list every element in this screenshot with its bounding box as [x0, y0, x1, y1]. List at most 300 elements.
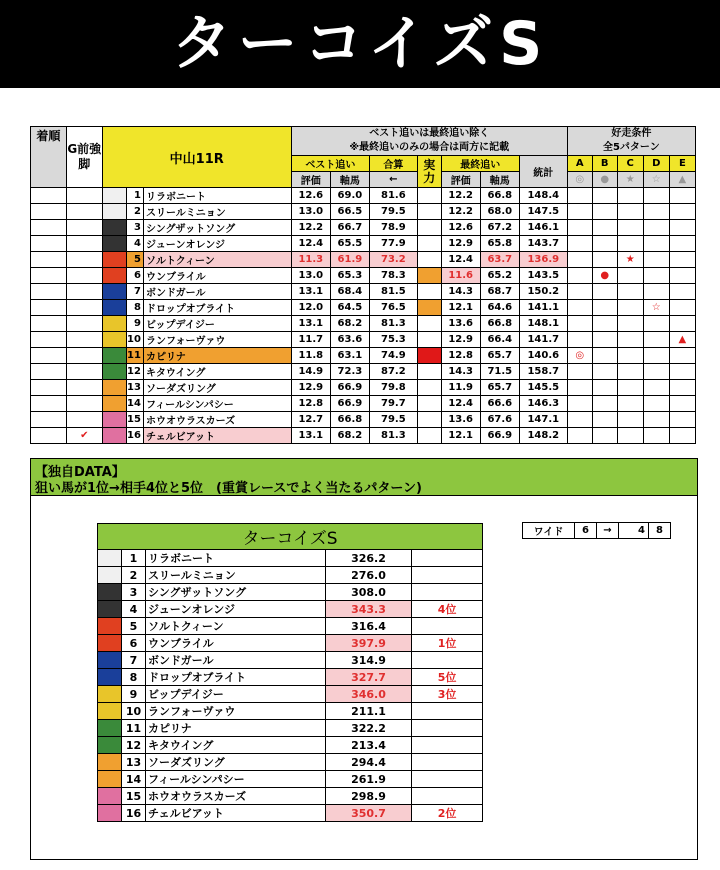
horse-name: ドロップオブライト — [146, 669, 326, 686]
strong-finish-mark — [66, 284, 102, 300]
pattern-d-mark — [643, 220, 669, 236]
gassan-value: 79.8 — [369, 380, 417, 396]
score-row — [98, 567, 483, 584]
pattern-e-mark — [669, 252, 695, 268]
race-row — [31, 364, 696, 380]
final-jikuba: 65.7 — [480, 348, 519, 364]
final-hyoka: 14.3 — [441, 284, 480, 300]
pattern-d-mark — [643, 364, 669, 380]
pattern-d-mark — [643, 188, 669, 204]
pattern-e-mark — [669, 380, 695, 396]
score-value: 308.0 — [326, 584, 412, 601]
pattern-d: D — [643, 156, 669, 172]
pattern-e-mark — [669, 428, 695, 444]
rank-label: 3位 — [412, 686, 483, 703]
pattern-a-mark — [567, 332, 592, 348]
strong-finish-mark — [66, 364, 102, 380]
final-hyoka: 13.6 — [441, 316, 480, 332]
score-value: 294.4 — [326, 754, 412, 771]
pattern-c-mark — [617, 380, 643, 396]
score-value: 298.9 — [326, 788, 412, 805]
frame-color — [98, 601, 122, 618]
toukei-value: 145.5 — [519, 380, 567, 396]
pattern-c-mark — [617, 316, 643, 332]
horse-number: 10 — [122, 703, 146, 720]
rank-label — [412, 567, 483, 584]
pattern-a-mark — [567, 220, 592, 236]
pattern-c-mark — [617, 204, 643, 220]
frame-color — [102, 300, 126, 316]
toukei-value: 158.7 — [519, 364, 567, 380]
final-hyoka: 12.8 — [441, 348, 480, 364]
horse-number: 13 — [122, 754, 146, 771]
final-jikuba: 68.0 — [480, 204, 519, 220]
jitsuryoku-cell — [417, 300, 441, 316]
gassan-value: 81.3 — [369, 428, 417, 444]
strong-finish-mark — [66, 396, 102, 412]
score-value: 326.2 — [326, 550, 412, 567]
result-cell — [31, 332, 67, 348]
horse-name: チェルビアット — [143, 428, 291, 444]
pattern-e-mark — [669, 316, 695, 332]
best-hyoka: 11.3 — [291, 252, 330, 268]
best-jikuba: 68.2 — [330, 428, 369, 444]
best-hyoka: 12.4 — [291, 236, 330, 252]
rank-label — [412, 618, 483, 635]
pattern-e-mark — [669, 364, 695, 380]
wide-axis: 6 — [575, 523, 597, 539]
frame-color — [98, 635, 122, 652]
score-value: 211.1 — [326, 703, 412, 720]
gassan-value: 87.2 — [369, 364, 417, 380]
pattern-c-symbol: ★ — [617, 172, 643, 188]
frame-color — [102, 332, 126, 348]
toukei-value: 141.1 — [519, 300, 567, 316]
frame-color — [98, 567, 122, 584]
race-row — [31, 300, 696, 316]
final-jikuba: 65.7 — [480, 380, 519, 396]
horse-number: 9 — [122, 686, 146, 703]
best-hyoka: 12.0 — [291, 300, 330, 316]
jitsuryoku-cell — [417, 204, 441, 220]
pattern-b-mark — [592, 412, 617, 428]
pattern-e-mark: ▲ — [669, 332, 695, 348]
horse-number: 5 — [126, 252, 143, 268]
frame-color — [102, 412, 126, 428]
rank-label — [412, 771, 483, 788]
pattern-c-mark — [617, 396, 643, 412]
header-g-zenkyo: G前強脚 — [66, 127, 102, 188]
pattern-e-mark — [669, 300, 695, 316]
horse-number: 2 — [126, 204, 143, 220]
best-jikuba: 66.5 — [330, 204, 369, 220]
pattern-b-symbol: ● — [592, 172, 617, 188]
final-hyoka: 12.1 — [441, 300, 480, 316]
pattern-b-mark — [592, 188, 617, 204]
jitsuryoku-cell — [417, 364, 441, 380]
jitsuryoku-cell — [417, 236, 441, 252]
gassan-value: 81.6 — [369, 188, 417, 204]
final-jikuba: 63.7 — [480, 252, 519, 268]
score-row — [98, 669, 483, 686]
jitsuryoku-cell — [417, 220, 441, 236]
gassan-value: 77.9 — [369, 236, 417, 252]
best-jikuba: 66.9 — [330, 396, 369, 412]
pattern-d-mark — [643, 284, 669, 300]
header-toukei: 統計 — [519, 156, 567, 188]
race-row — [31, 284, 696, 300]
best-jikuba: 68.4 — [330, 284, 369, 300]
frame-color — [102, 316, 126, 332]
header-hyoka: 評価 — [291, 172, 330, 188]
best-jikuba: 64.5 — [330, 300, 369, 316]
gassan-value: 79.7 — [369, 396, 417, 412]
horse-number: 16 — [122, 805, 146, 822]
race-row — [31, 428, 696, 444]
horse-number: 4 — [122, 601, 146, 618]
note-line-1: ベスト追いは最終追い除く — [369, 128, 490, 139]
horse-number: 2 — [122, 567, 146, 584]
score-row — [98, 771, 483, 788]
pattern-d-mark — [643, 316, 669, 332]
pattern-b-mark: ● — [592, 268, 617, 284]
score-row — [98, 686, 483, 703]
score-value: 397.9 — [326, 635, 412, 652]
rank-label: 5位 — [412, 669, 483, 686]
horse-name: フィールシンパシー — [143, 396, 291, 412]
horse-name: ソーダズリング — [143, 380, 291, 396]
wide-arrow: → — [597, 523, 619, 539]
rank-label: 1位 — [412, 635, 483, 652]
frame-color — [98, 669, 122, 686]
score-value: 261.9 — [326, 771, 412, 788]
score-value: 322.2 — [326, 720, 412, 737]
frame-color — [98, 652, 122, 669]
best-hyoka: 12.8 — [291, 396, 330, 412]
horse-number: 15 — [126, 412, 143, 428]
pattern-a-mark: ◎ — [567, 348, 592, 364]
strong-finish-mark — [66, 204, 102, 220]
pattern-c-mark: ★ — [617, 252, 643, 268]
score-row — [98, 805, 483, 822]
frame-color — [102, 348, 126, 364]
pattern-c-mark — [617, 300, 643, 316]
best-jikuba: 66.9 — [330, 380, 369, 396]
condition-line-1: 好走条件 — [611, 128, 652, 139]
horse-number: 12 — [122, 737, 146, 754]
horse-name: ソーダズリング — [146, 754, 326, 771]
final-hyoka: 12.9 — [441, 236, 480, 252]
wide-partner-1: 4 — [619, 523, 649, 539]
strong-finish-mark — [66, 236, 102, 252]
result-cell — [31, 428, 67, 444]
horse-name: ソルトクィーン — [143, 252, 291, 268]
frame-color — [98, 788, 122, 805]
final-hyoka: 12.1 — [441, 428, 480, 444]
toukei-value: 143.5 — [519, 268, 567, 284]
pattern-a-mark — [567, 204, 592, 220]
score-row — [98, 635, 483, 652]
toukei-value: 141.7 — [519, 332, 567, 348]
score-row — [98, 618, 483, 635]
pattern-e-mark — [669, 204, 695, 220]
frame-color — [102, 268, 126, 284]
score-row — [98, 652, 483, 669]
pattern-d-mark — [643, 268, 669, 284]
score-value: 327.7 — [326, 669, 412, 686]
toukei-value: 148.4 — [519, 188, 567, 204]
horse-name: ジューンオレンジ — [146, 601, 326, 618]
pattern-e-mark — [669, 268, 695, 284]
best-jikuba: 72.3 — [330, 364, 369, 380]
pattern-e-mark — [669, 412, 695, 428]
horse-name: ビップデイジー — [146, 686, 326, 703]
pattern-c-mark — [617, 284, 643, 300]
score-row — [98, 754, 483, 771]
rank-label — [412, 703, 483, 720]
strong-finish-mark — [66, 316, 102, 332]
pattern-b-mark — [592, 300, 617, 316]
wide-bet-box — [522, 522, 671, 539]
horse-number: 12 — [126, 364, 143, 380]
gassan-value: 78.3 — [369, 268, 417, 284]
score-row — [98, 584, 483, 601]
horse-number: 1 — [122, 550, 146, 567]
horse-name: フィールシンパシー — [146, 771, 326, 788]
horse-number: 5 — [122, 618, 146, 635]
gassan-value: 73.2 — [369, 252, 417, 268]
final-hyoka: 14.3 — [441, 364, 480, 380]
frame-color — [102, 364, 126, 380]
wide-partner-2: 8 — [649, 523, 671, 539]
rank-label: 2位 — [412, 805, 483, 822]
frame-color — [102, 380, 126, 396]
pattern-d-mark — [643, 412, 669, 428]
pattern-c-mark — [617, 268, 643, 284]
pattern-d-mark — [643, 380, 669, 396]
frame-color — [98, 771, 122, 788]
rank-label — [412, 720, 483, 737]
horse-number: 15 — [122, 788, 146, 805]
header-hyoka-final: 評価 — [441, 172, 480, 188]
horse-name: ビップデイジー — [143, 316, 291, 332]
best-jikuba: 66.8 — [330, 412, 369, 428]
strong-finish-mark — [66, 412, 102, 428]
horse-name: カピリナ — [146, 720, 326, 737]
horse-name: シングザットソング — [146, 584, 326, 601]
pattern-a-mark — [567, 300, 592, 316]
best-jikuba: 63.1 — [330, 348, 369, 364]
rank-label: 4位 — [412, 601, 483, 618]
pattern-e-mark — [669, 284, 695, 300]
jitsuryoku-cell — [417, 412, 441, 428]
pattern-b-mark — [592, 380, 617, 396]
best-hyoka: 14.9 — [291, 364, 330, 380]
pattern-d-mark — [643, 252, 669, 268]
gassan-value: 79.5 — [369, 204, 417, 220]
jitsuryoku-cell — [417, 252, 441, 268]
gassan-value: 76.5 — [369, 300, 417, 316]
best-hyoka: 13.0 — [291, 204, 330, 220]
rank-label — [412, 550, 483, 567]
score-value: 343.3 — [326, 601, 412, 618]
pattern-e-mark — [669, 188, 695, 204]
jitsuryoku-cell — [417, 268, 441, 284]
result-cell — [31, 220, 67, 236]
strong-finish-mark — [66, 348, 102, 364]
toukei-value: 146.3 — [519, 396, 567, 412]
wide-label: ワイド — [523, 523, 575, 539]
pattern-b-mark — [592, 284, 617, 300]
horse-name: ボンドガール — [146, 652, 326, 669]
header-best: ベスト追い — [291, 156, 369, 172]
frame-color — [102, 428, 126, 444]
final-jikuba: 66.6 — [480, 396, 519, 412]
horse-number: 3 — [126, 220, 143, 236]
final-jikuba: 66.4 — [480, 332, 519, 348]
horse-number: 6 — [122, 635, 146, 652]
condition-line-2: 全5パターン — [602, 142, 660, 153]
toukei-value: 143.7 — [519, 236, 567, 252]
jitsuryoku-cell — [417, 188, 441, 204]
pattern-b: B — [592, 156, 617, 172]
final-hyoka: 12.2 — [441, 204, 480, 220]
pattern-c-mark — [617, 188, 643, 204]
strong-finish-mark: ✔ — [66, 428, 102, 444]
result-cell — [31, 284, 67, 300]
header-jikuba: 軸馬 — [330, 172, 369, 188]
final-jikuba: 66.8 — [480, 188, 519, 204]
horse-number: 4 — [126, 236, 143, 252]
pattern-a-mark — [567, 412, 592, 428]
pattern-e-mark — [669, 220, 695, 236]
final-hyoka: 12.4 — [441, 252, 480, 268]
horse-number: 16 — [126, 428, 143, 444]
best-hyoka: 11.8 — [291, 348, 330, 364]
toukei-value: 140.6 — [519, 348, 567, 364]
race-row — [31, 188, 696, 204]
rank-label — [412, 754, 483, 771]
frame-color — [102, 284, 126, 300]
jitsuryoku-cell — [417, 428, 441, 444]
best-jikuba: 68.2 — [330, 316, 369, 332]
jitsuryoku-cell — [417, 348, 441, 364]
pattern-e-mark — [669, 396, 695, 412]
final-hyoka: 12.4 — [441, 396, 480, 412]
frame-color — [98, 720, 122, 737]
final-hyoka: 11.9 — [441, 380, 480, 396]
pattern-c-mark — [617, 332, 643, 348]
result-cell — [31, 300, 67, 316]
horse-name: キタウイング — [146, 737, 326, 754]
final-jikuba: 66.9 — [480, 428, 519, 444]
pattern-a: A — [567, 156, 592, 172]
score-value: 316.4 — [326, 618, 412, 635]
horse-number: 8 — [126, 300, 143, 316]
race-row — [31, 220, 696, 236]
race-row — [31, 204, 696, 220]
strong-finish-mark — [66, 188, 102, 204]
header-arrow: ← — [369, 172, 417, 188]
pattern-b-mark — [592, 332, 617, 348]
frame-color — [102, 252, 126, 268]
pattern-a-mark — [567, 188, 592, 204]
page-title: ターコイズS — [171, 9, 549, 79]
horse-name: ドロップオブライト — [143, 300, 291, 316]
best-hyoka: 12.9 — [291, 380, 330, 396]
final-hyoka: 12.2 — [441, 188, 480, 204]
best-hyoka: 12.7 — [291, 412, 330, 428]
best-jikuba: 66.7 — [330, 220, 369, 236]
result-cell — [31, 204, 67, 220]
final-jikuba: 65.2 — [480, 268, 519, 284]
best-jikuba: 61.9 — [330, 252, 369, 268]
best-hyoka: 12.2 — [291, 220, 330, 236]
horse-name: ランフォーヴァウ — [143, 332, 291, 348]
score-row — [98, 788, 483, 805]
strong-finish-mark — [66, 268, 102, 284]
header-chakujun: 着順 — [31, 127, 67, 188]
frame-color — [102, 220, 126, 236]
jitsuryoku-cell — [417, 380, 441, 396]
frame-color — [98, 703, 122, 720]
pattern-b-mark — [592, 364, 617, 380]
gassan-value: 74.9 — [369, 348, 417, 364]
rank-label — [412, 788, 483, 805]
race-row — [31, 396, 696, 412]
horse-name: リラボニート — [143, 188, 291, 204]
strong-finish-mark — [66, 252, 102, 268]
result-cell — [31, 380, 67, 396]
header-jikuba-final: 軸馬 — [480, 172, 519, 188]
pattern-c-mark — [617, 236, 643, 252]
toukei-value: 147.5 — [519, 204, 567, 220]
result-cell — [31, 268, 67, 284]
toukei-value: 136.9 — [519, 252, 567, 268]
horse-number: 1 — [126, 188, 143, 204]
pattern-a-mark — [567, 396, 592, 412]
pattern-e-mark — [669, 236, 695, 252]
frame-color — [98, 584, 122, 601]
final-jikuba: 71.5 — [480, 364, 519, 380]
jitsuryoku-cell — [417, 396, 441, 412]
horse-name: スリールミニョン — [143, 204, 291, 220]
pattern-b-mark — [592, 428, 617, 444]
section-label: 【独自DATA】 — [35, 465, 125, 480]
final-jikuba: 64.6 — [480, 300, 519, 316]
score-table-title: ターコイズS — [98, 524, 483, 550]
pattern-d-symbol: ☆ — [643, 172, 669, 188]
final-jikuba: 67.2 — [480, 220, 519, 236]
strong-finish-mark — [66, 332, 102, 348]
horse-name: シングザットソング — [143, 220, 291, 236]
result-cell — [31, 316, 67, 332]
note-line-2: ※最終追いのみの場合は両方に記載 — [349, 142, 510, 153]
frame-color — [98, 686, 122, 703]
final-jikuba: 66.8 — [480, 316, 519, 332]
final-hyoka: 12.6 — [441, 220, 480, 236]
race-analysis-table — [30, 126, 696, 444]
horse-number: 14 — [126, 396, 143, 412]
gassan-value: 78.9 — [369, 220, 417, 236]
best-hyoka: 13.0 — [291, 268, 330, 284]
pattern-e: E — [669, 156, 695, 172]
horse-number: 6 — [126, 268, 143, 284]
best-jikuba: 63.6 — [330, 332, 369, 348]
best-jikuba: 65.3 — [330, 268, 369, 284]
strong-finish-mark — [66, 380, 102, 396]
pattern-b-mark — [592, 348, 617, 364]
